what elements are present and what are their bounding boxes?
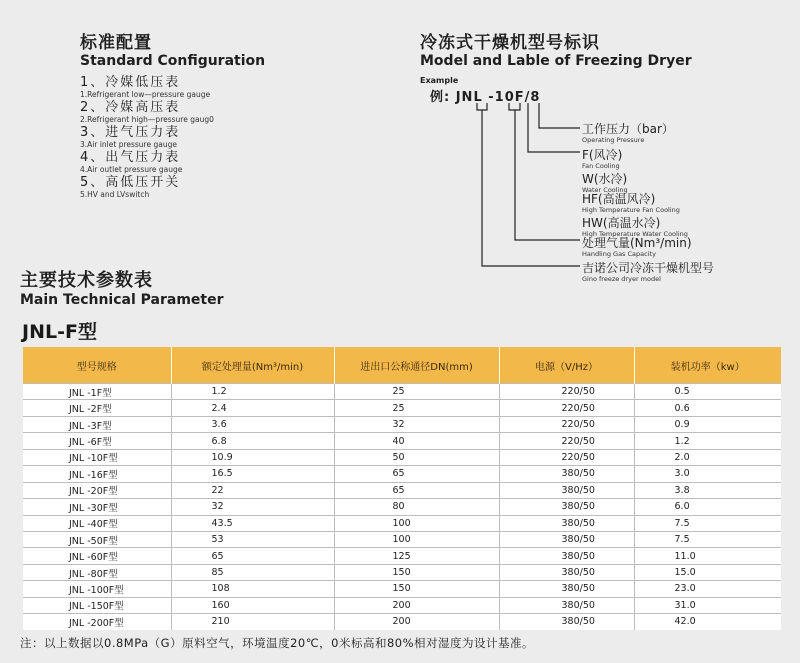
table-cell: 380/50 [499, 597, 634, 613]
model-label-en: Handling Gas Capacity [582, 250, 656, 258]
table-cell: 220/50 [499, 400, 634, 416]
table-cell: JNL -3F型 [23, 416, 171, 432]
footnote: 注：以上数据以0.8MPa（G）原料空气，环境温度20℃，0米标高和80%相对湿度为设计基准。 [20, 636, 535, 650]
table-cell: 380/50 [499, 499, 634, 515]
table-cell: 50 [334, 449, 499, 465]
model-label [582, 261, 714, 283]
standard-title-cn: 标准配置 [80, 33, 152, 53]
table-cell: 380/50 [499, 581, 634, 597]
table-cell: 380/50 [499, 614, 634, 630]
table-cell: 220/50 [499, 449, 634, 465]
table-cell: 220/50 [499, 384, 634, 400]
table-cell: 108 [171, 581, 334, 597]
model-label-en: High Temperature Fan Cooling [582, 206, 680, 214]
model-label-cn: 工作压力（bar） [582, 122, 674, 136]
model-label [582, 236, 692, 258]
config-item-cn: 2、冷媒高压表 [80, 100, 181, 115]
column-header: 额定处理量(Nm³/min) [171, 347, 334, 384]
table-cell: 3.0 [634, 466, 781, 482]
table-cell: JNL -1F型 [23, 384, 171, 400]
config-item-cn: 1、冷媒低压表 [80, 75, 181, 90]
table-cell: 40 [334, 433, 499, 449]
table-cell: JNL -16F型 [23, 466, 171, 482]
table-row [23, 400, 781, 416]
column-header: 电源（V/Hz） [499, 347, 634, 384]
table-cell: 100 [334, 515, 499, 531]
table-body [23, 384, 781, 630]
table-cell: 380/50 [499, 482, 634, 498]
table-cell: 7.5 [634, 515, 781, 531]
model-title-cn: 冷冻式干燥机型号标识 [420, 33, 600, 53]
config-item [80, 100, 370, 124]
table-cell: 6.0 [634, 499, 781, 515]
table-row [23, 433, 781, 449]
table-cell: 380/50 [499, 466, 634, 482]
main-title-cn: 主要技术参数表 [20, 270, 153, 291]
config-item-en: 5.HV and LVswitch [80, 190, 150, 199]
table-cell: 32 [171, 499, 334, 515]
model-label-en: Operating Pressure [582, 136, 645, 144]
table-cell: 220/50 [499, 416, 634, 432]
table-cell: 65 [171, 548, 334, 564]
table-cell: 380/50 [499, 531, 634, 547]
table-cell: 7.5 [634, 531, 781, 547]
config-item-cn: 3、进气压力表 [80, 125, 181, 140]
table-row [23, 384, 781, 400]
table-row [23, 449, 781, 465]
table-header-row [23, 347, 781, 384]
standard-title-en: Standard Configuration [80, 53, 266, 69]
table-cell: 10.9 [171, 449, 334, 465]
table-row [23, 548, 781, 564]
model-label [582, 172, 628, 194]
model-label-en: Gino freeze dryer model [582, 275, 661, 283]
model-label-cn: HF(高温风冷) [582, 192, 656, 206]
table-row [23, 482, 781, 498]
table-cell: 3.8 [634, 482, 781, 498]
table-cell: JNL -30F型 [23, 499, 171, 515]
table-row [23, 416, 781, 432]
table-cell: 150 [334, 564, 499, 580]
config-item-en: 3.Air inlet pressure gauge [80, 140, 177, 149]
table-cell: 23.0 [634, 581, 781, 597]
config-item [80, 175, 370, 199]
table-cell: 31.0 [634, 597, 781, 613]
table-cell: JNL -50F型 [23, 531, 171, 547]
table-cell: 53 [171, 531, 334, 547]
table-cell: 0.5 [634, 384, 781, 400]
example-code: 例: JNL -10F/8 [430, 90, 541, 105]
table-row [23, 531, 781, 547]
example-label: Example [420, 76, 459, 85]
table-cell: 32 [334, 416, 499, 432]
table-cell: 65 [334, 482, 499, 498]
config-item-en: 4.Air outlet pressure gauge [80, 165, 183, 174]
config-item-en: 2.Refrigerant high—pressure gaug0 [80, 115, 214, 124]
table-cell: JNL -150F型 [23, 597, 171, 613]
table-row [23, 499, 781, 515]
model-label [582, 122, 674, 144]
parameter-table [23, 347, 781, 630]
column-header: 型号规格 [23, 347, 171, 384]
model-label-en: Fan Cooling [582, 162, 620, 170]
table-cell: 150 [334, 581, 499, 597]
table-cell: 1.2 [634, 433, 781, 449]
table-cell: 25 [334, 400, 499, 416]
model-identification [420, 28, 800, 298]
series-title: JNL-F型 [22, 321, 97, 343]
table-cell: JNL -6F型 [23, 433, 171, 449]
table-cell: 0.6 [634, 400, 781, 416]
table-cell: 15.0 [634, 564, 781, 580]
standard-items [80, 75, 370, 199]
table-cell: JNL -60F型 [23, 548, 171, 564]
table-row [23, 466, 781, 482]
table-cell: 200 [334, 597, 499, 613]
table-cell: JNL -2F型 [23, 400, 171, 416]
table-cell: 22 [171, 482, 334, 498]
table-cell: 380/50 [499, 548, 634, 564]
config-item [80, 75, 370, 99]
table-row [23, 597, 781, 613]
main-title-en: Main Technical Parameter [20, 292, 224, 308]
table-cell: 3.6 [171, 416, 334, 432]
model-label [582, 148, 622, 170]
table-cell: 380/50 [499, 564, 634, 580]
model-label-en: High Temperature Water Cooling [582, 230, 688, 238]
table-row [23, 581, 781, 597]
table-cell: 2.0 [634, 449, 781, 465]
table-cell: JNL -10F型 [23, 449, 171, 465]
config-item-cn: 5、高低压开关 [80, 175, 181, 190]
config-item [80, 125, 370, 149]
table-cell: JNL -200F型 [23, 614, 171, 630]
model-label-cn: 处理气量(Nm³/min) [582, 236, 692, 250]
table-row [23, 614, 781, 630]
model-label [582, 192, 680, 214]
model-label-cn: HW(高温水冷) [582, 216, 661, 230]
table-cell: 2.4 [171, 400, 334, 416]
table-cell: 42.0 [634, 614, 781, 630]
table-cell: JNL -80F型 [23, 564, 171, 580]
table-cell: JNL -100F型 [23, 581, 171, 597]
table-cell: 65 [334, 466, 499, 482]
model-label [582, 216, 688, 238]
table-cell: 210 [171, 614, 334, 630]
table-row [23, 564, 781, 580]
table-cell: 80 [334, 499, 499, 515]
config-item [80, 150, 370, 174]
table-cell: JNL -40F型 [23, 515, 171, 531]
model-title-en: Model and Lable of Freezing Dryer [420, 53, 692, 69]
table-cell: 25 [334, 384, 499, 400]
model-label-cn: W(水冷) [582, 172, 628, 186]
table-cell: 125 [334, 548, 499, 564]
table-cell: JNL -20F型 [23, 482, 171, 498]
table-cell: 200 [334, 614, 499, 630]
config-item-cn: 4、出气压力表 [80, 150, 181, 165]
table-cell: 1.2 [171, 384, 334, 400]
table-cell: 380/50 [499, 515, 634, 531]
config-item-en: 1.Refrigerant low—pressure gauge [80, 90, 211, 99]
model-label-en: Water Cooling [582, 186, 628, 194]
column-header: 装机功率（kw） [634, 347, 781, 384]
table-cell: 11.0 [634, 548, 781, 564]
table-cell: 85 [171, 564, 334, 580]
column-header: 进出口公称通径DN(mm) [334, 347, 499, 384]
table-cell: 6.8 [171, 433, 334, 449]
table-cell: 0.9 [634, 416, 781, 432]
table-cell: 16.5 [171, 466, 334, 482]
table-cell: 100 [334, 531, 499, 547]
table-row [23, 515, 781, 531]
main-title [20, 266, 224, 308]
standard-configuration [80, 28, 370, 200]
table-cell: 220/50 [499, 433, 634, 449]
table-cell: 160 [171, 597, 334, 613]
model-label-cn: 吉诺公司冷冻干燥机型号 [582, 261, 715, 275]
table-cell: 43.5 [171, 515, 334, 531]
model-label-cn: F(风冷) [582, 148, 623, 162]
